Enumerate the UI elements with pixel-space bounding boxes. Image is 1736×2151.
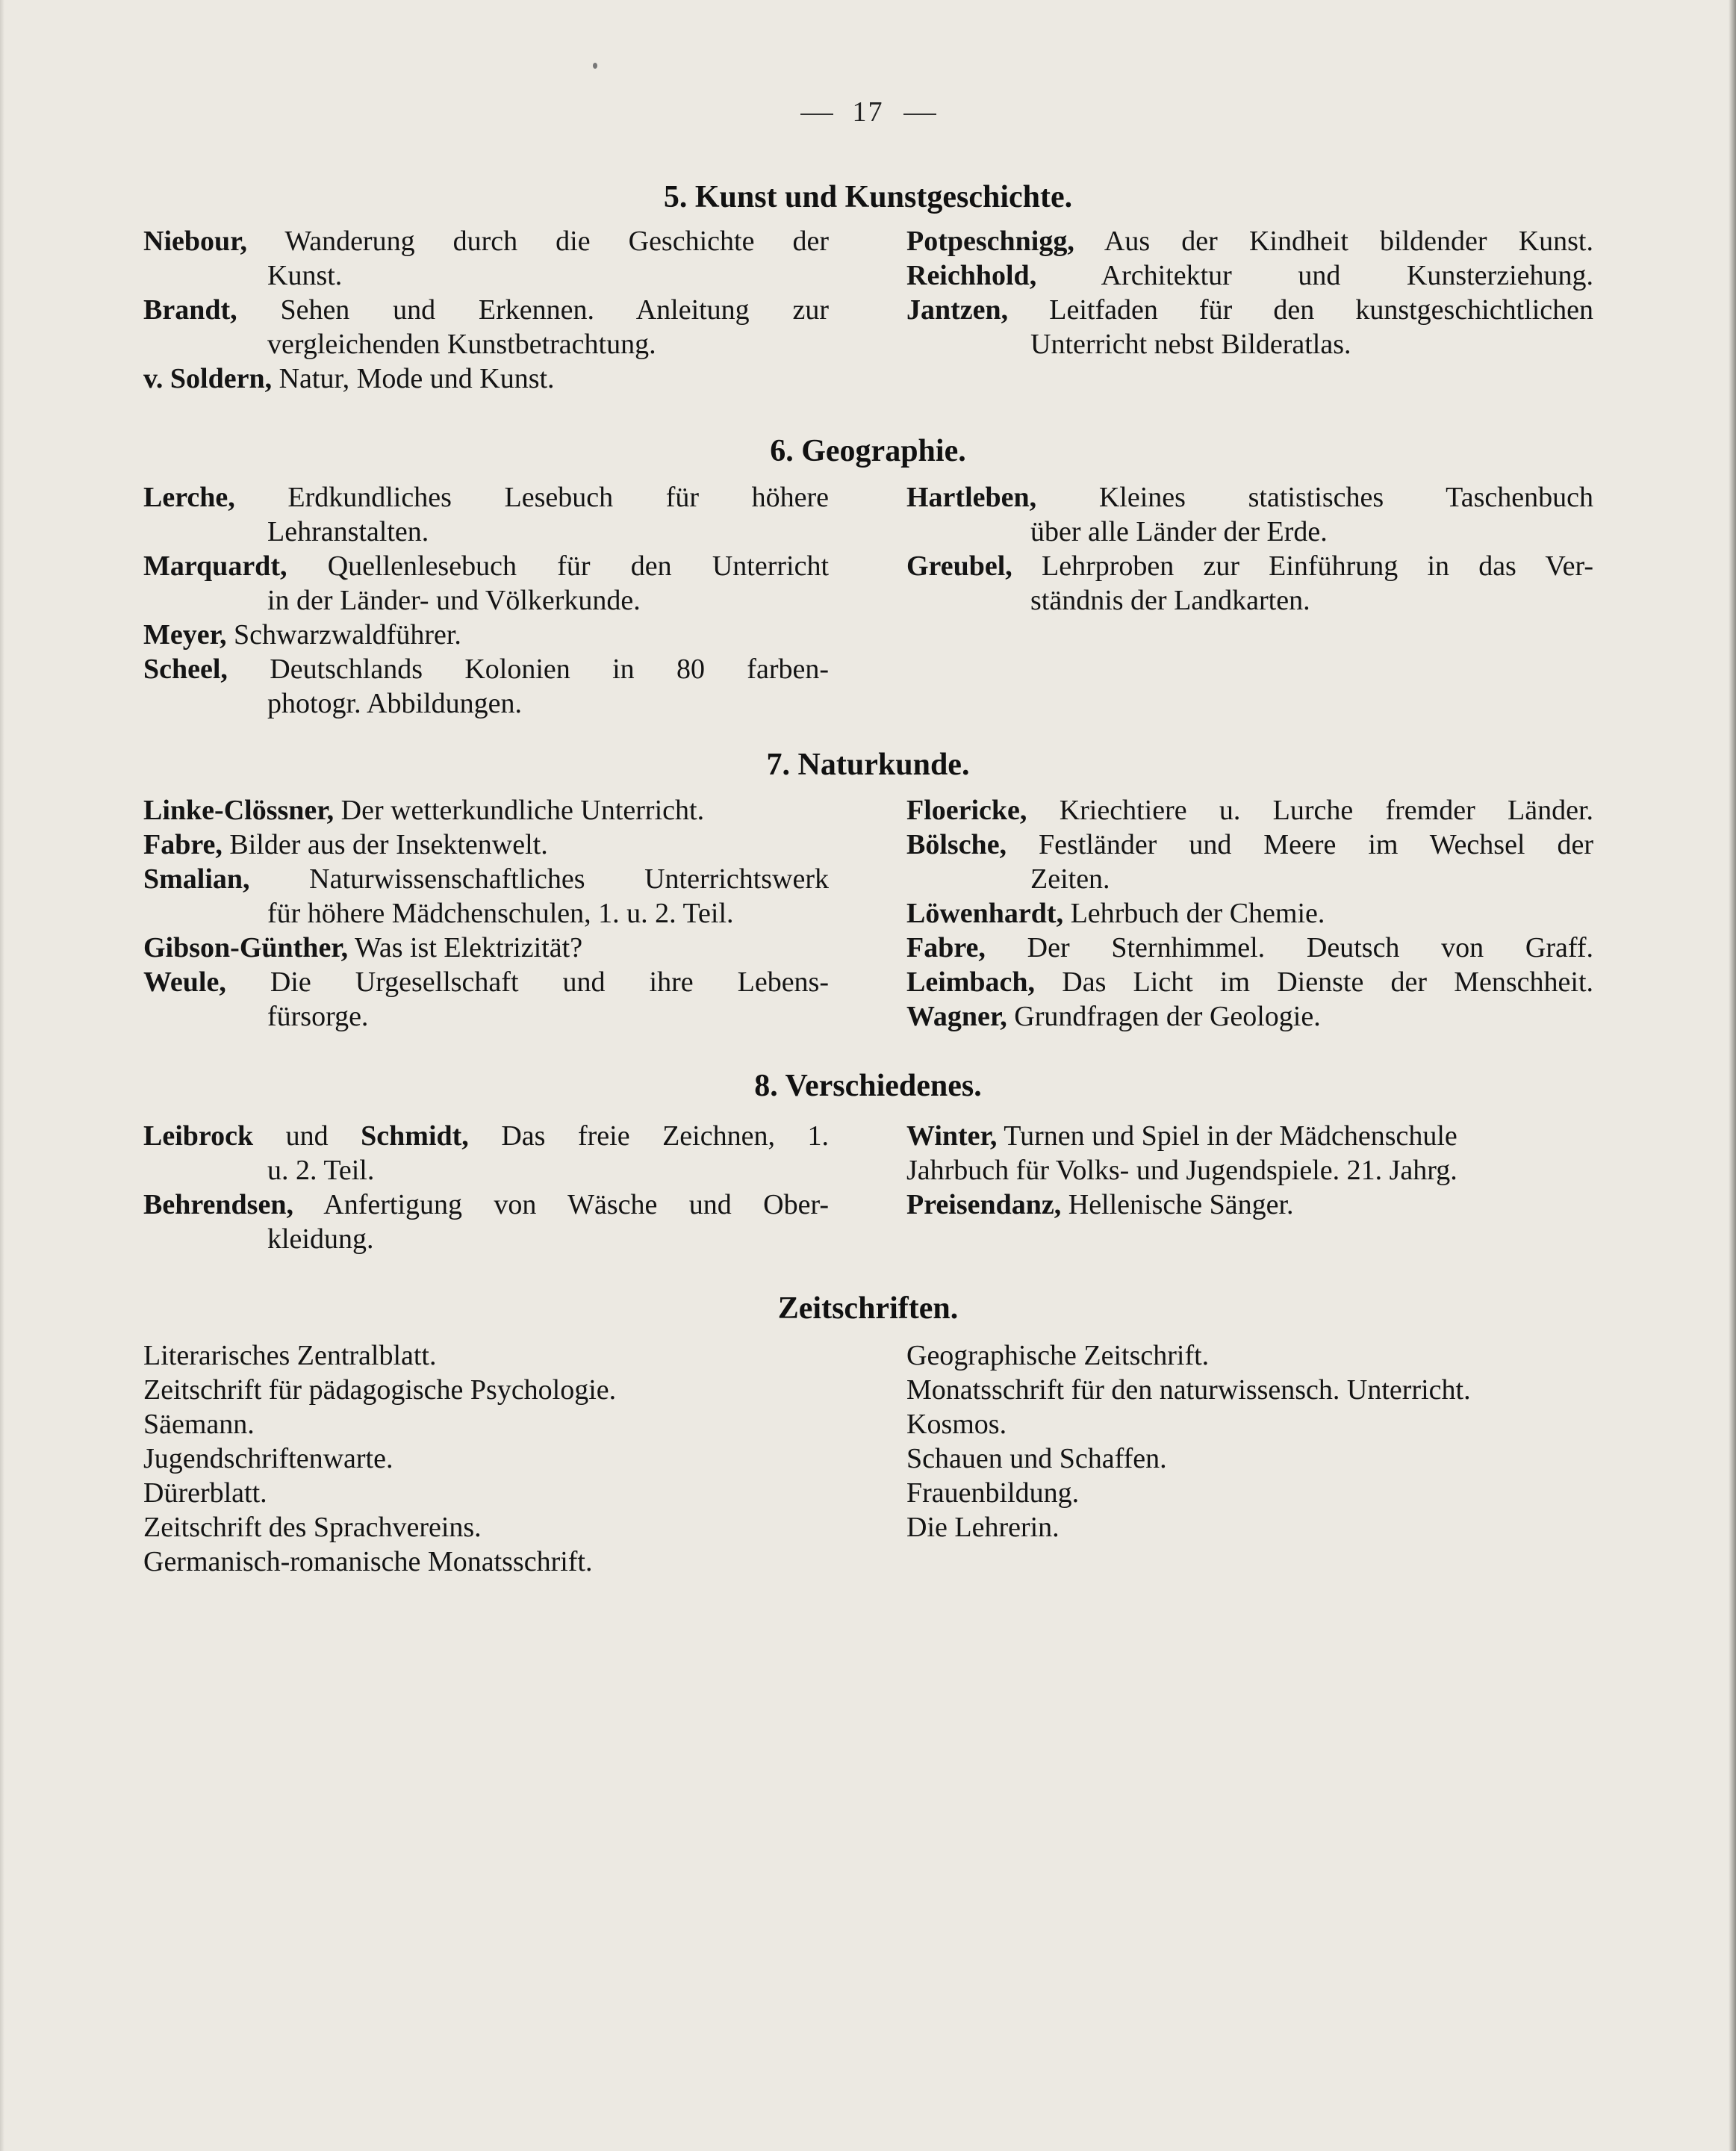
dash-left	[800, 114, 833, 115]
list-item: Behrendsen, Anfertigung von Wäsche und Ober- kleidung.	[143, 1189, 830, 1255]
list-item: Bölsche, Festländer und Meere im Wechsel der Zeiten.	[906, 829, 1593, 895]
list-item: Greubel, Lehrproben zur Einführung in das Ver- ständnis der Landkarten.	[906, 550, 1593, 616]
list-item: Gibson-Günther, Was ist Elektrizität?	[143, 932, 583, 963]
list-item: Jugendschriftenwarte.	[143, 1443, 393, 1474]
section-heading-geographie: 6. Geographie.	[770, 434, 966, 468]
list-item: Monatsschrift für den naturwissensch. Unterricht.	[906, 1374, 1471, 1406]
list-item: Kosmos.	[906, 1409, 1007, 1440]
section-5-right-column	[906, 224, 1593, 361]
list-item: Jantzen, Leitfaden für den kunstgeschichtlichen Unterricht nebst Bilderatlas.	[906, 294, 1594, 360]
list-item: Löwenhardt, Lehrbuch der Chemie.	[906, 898, 1325, 929]
section-5-left-column	[143, 224, 829, 396]
list-item: Niebour, Wanderung durch die Geschichte der Kunst.	[143, 226, 829, 291]
list-item: Literarisches Zentralblatt.	[143, 1340, 437, 1371]
list-item: Weule, Die Urgesellschaft und ihre Lebens- fürsorge.	[143, 966, 830, 1032]
list-item: Zeitschrift des Sprachvereins.	[143, 1512, 482, 1543]
list-item: Marquardt, Quellenlesebuch für den Unterricht in der Länder- und Völkerkunde.	[143, 550, 829, 616]
list-item: Geographische Zeitschrift.	[906, 1340, 1210, 1371]
list-item: Lerche, Erdkundliches Lesebuch für höhere Lehranstalten.	[143, 482, 829, 547]
list-item: v. Soldern, Natur, Mode und Kunst.	[143, 363, 555, 394]
section-6-left-column	[143, 480, 829, 721]
list-item: Jahrbuch für Volks- und Jugendspiele. 21. Jahrg.	[906, 1155, 1457, 1186]
list-item: Die Lehrerin.	[906, 1512, 1060, 1543]
page-number: 17	[0, 96, 1736, 128]
list-item: Smalian, Naturwissenschaftliches Unterrichtswerk für höhere Mädchenschulen, 1. u. 2. Teil.	[143, 863, 829, 929]
list-item: Dürerblatt.	[143, 1477, 267, 1509]
list-item: Säemann.	[143, 1409, 255, 1440]
list-item: Leibrock und Schmidt, Das freie Zeichnen, 1. u. 2. Teil.	[143, 1120, 829, 1186]
list-item: Preisendanz, Hellenische Sänger.	[906, 1189, 1294, 1220]
list-item: Fabre, Der Sternhimmel. Deutsch von Graff.	[906, 932, 1593, 963]
ink-speck	[593, 63, 597, 69]
list-item: Winter, Turnen und Spiel in der Mädchenschule	[906, 1120, 1457, 1152]
list-item: Zeitschrift für pädagogische Psychologie.	[143, 1374, 617, 1406]
section-heading-kunst: 5. Kunst und Kunstgeschichte.	[663, 180, 1073, 214]
list-item: Scheel, Deutschlands Kolonien in 80 farben- photogr. Abbildungen.	[143, 654, 829, 719]
list-item: Wagner, Grundfragen der Geologie.	[906, 1001, 1321, 1032]
list-item: Floericke, Kriechtiere u. Lurche fremder Länder.	[906, 795, 1593, 826]
section-8-left-column	[143, 1119, 829, 1256]
section-heading-zeitschriften: Zeitschriften.	[777, 1291, 959, 1326]
list-item: Frauenbildung.	[906, 1477, 1080, 1509]
section-7-right-column	[906, 793, 1593, 1034]
list-item: Germanisch-romanische Monatsschrift.	[143, 1546, 593, 1577]
zeitschriften-right-column	[906, 1338, 1593, 1545]
section-6-right-column	[906, 480, 1593, 618]
list-item: Brandt, Sehen und Erkennen. Anleitung zur vergleichenden Kunstbetrachtung.	[143, 294, 829, 360]
list-item: Potpeschnigg, Aus der Kindheit bildender Kunst.	[906, 226, 1593, 257]
list-item: Fabre, Bilder aus der Insektenwelt.	[143, 829, 548, 860]
zeitschriften-left-column	[143, 1338, 829, 1579]
section-heading-naturkunde: 7. Naturkunde.	[766, 748, 970, 782]
list-item: Meyer, Schwarzwaldführer.	[143, 619, 461, 651]
list-item: Hartleben, Kleines statistisches Taschenbuch über alle Länder der Erde.	[906, 482, 1593, 547]
dash-right	[903, 114, 936, 115]
list-item: Reichhold, Architektur und Kunsterziehung.	[906, 260, 1593, 291]
section-7-left-column	[143, 793, 829, 1034]
list-item: Schauen und Schaffen.	[906, 1443, 1167, 1474]
section-heading-verschiedenes: 8. Verschiedenes.	[754, 1069, 982, 1103]
section-8-right-column	[906, 1119, 1593, 1222]
list-item: Leimbach, Das Licht im Dienste der Menschheit.	[906, 966, 1594, 998]
list-item: Linke-Clössner, Der wetterkundliche Unterricht.	[143, 795, 705, 826]
